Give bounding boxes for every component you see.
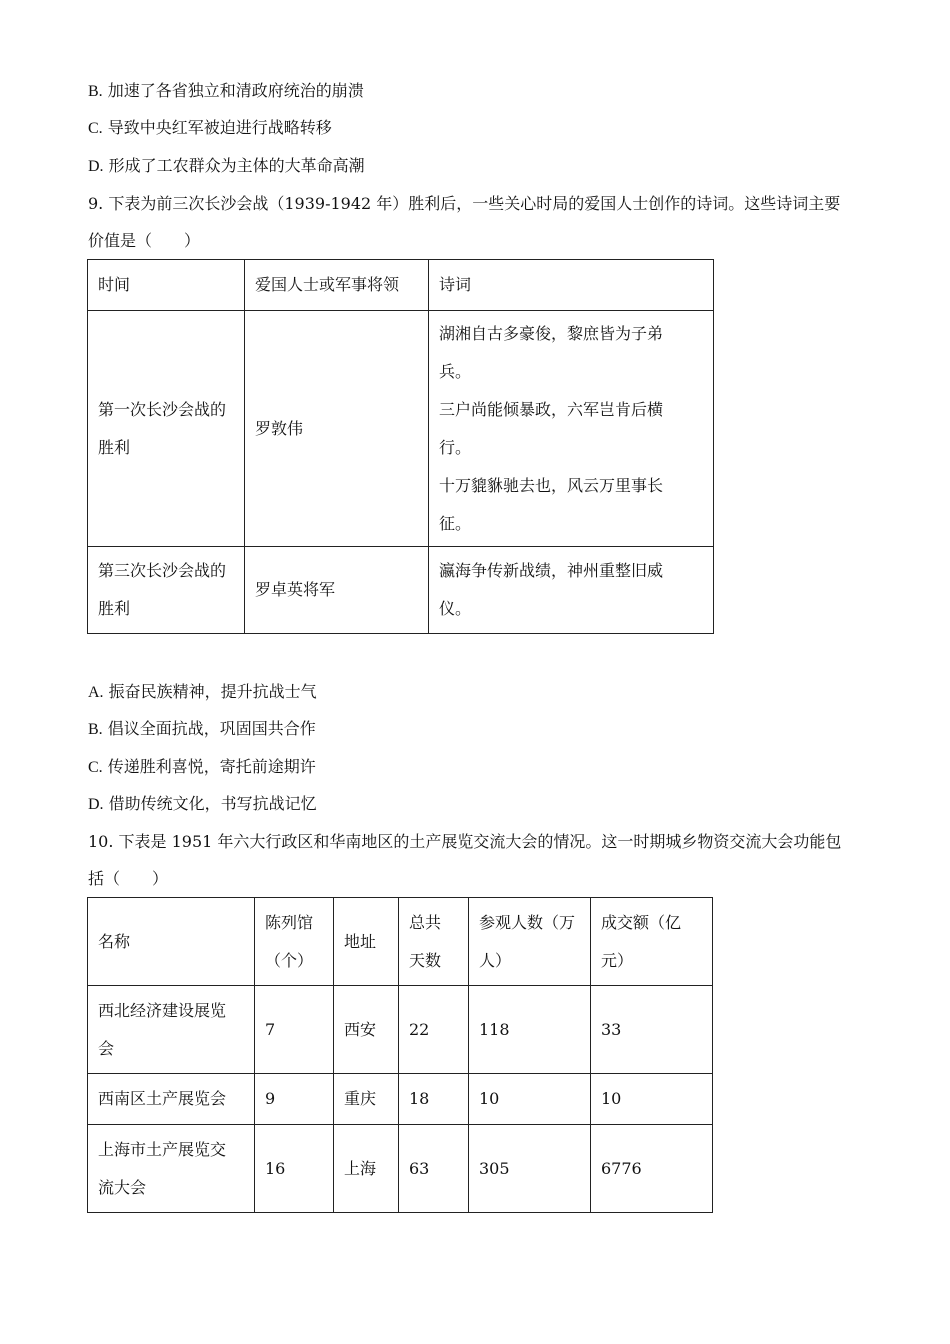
cell-line: 十万貔貅驰去也，风云万里事长: [439, 475, 664, 495]
q10-table: [87, 897, 713, 1213]
option-letter: C.: [88, 759, 103, 776]
cell-line: 第一次长沙会战的: [98, 399, 227, 419]
table-row: [88, 311, 714, 547]
table-cell: 上海: [334, 1125, 399, 1213]
header-cell: 时间: [88, 260, 245, 311]
q9-option-d: [88, 794, 317, 815]
header-cell: [334, 898, 399, 986]
q9-stem-line1: 9. 下表为前三次长沙会战（1939-1942 年）胜利后，一些关心时局的爱国人士创作的诗词。这些诗词主要: [88, 194, 841, 213]
table-cell: 罗卓英将军: [245, 547, 429, 634]
table-row: [88, 547, 714, 634]
table-cell: [88, 1125, 255, 1213]
cell-line: 胜利: [98, 599, 131, 618]
cell-line: 名称: [98, 931, 131, 951]
option-d-prev: [88, 156, 365, 177]
option-text: 振奋民族精神，提升抗战士气: [108, 682, 317, 701]
option-c-prev: [88, 118, 332, 139]
q9-option-c: [88, 757, 316, 778]
table-header-row: [88, 260, 714, 311]
table-cell: 西安: [334, 986, 399, 1074]
cell-line: 地址: [344, 931, 377, 951]
option-letter: A.: [88, 684, 104, 701]
option-letter: C.: [88, 120, 103, 137]
cell-line: 总共: [409, 912, 442, 932]
cell-line: 仪。: [439, 599, 472, 618]
table-cell: 305: [469, 1125, 591, 1213]
q10-stem-line2: 括（ ）: [88, 869, 169, 888]
cell-line: 第三次长沙会战的: [98, 561, 227, 580]
cell-line: 成交额（亿: [601, 912, 682, 932]
table-cell: [88, 547, 245, 634]
cell-line: 征。: [439, 513, 472, 533]
table-cell: 10: [469, 1074, 591, 1125]
option-text: 导致中央红军被迫进行战略转移: [107, 118, 332, 137]
table-cell: [88, 311, 245, 547]
cell-line: 参观人数（万: [479, 912, 576, 932]
option-text: 借助传统文化，书写抗战记忆: [108, 794, 317, 813]
table-cell: 9: [255, 1074, 334, 1125]
q9-option-a: [88, 682, 317, 703]
table-header-row: [88, 898, 713, 986]
cell-line: 流大会: [98, 1177, 147, 1197]
cell-line: 陈列馆: [265, 912, 314, 932]
table-cell: 6776: [591, 1125, 713, 1213]
table-cell: 18: [399, 1074, 469, 1125]
header-cell: [591, 898, 713, 986]
option-letter: B.: [88, 83, 103, 100]
q9-table: [87, 259, 714, 634]
option-b-prev: [88, 81, 364, 102]
table-cell: [88, 986, 255, 1074]
table-cell: 7: [255, 986, 334, 1074]
table-cell: 罗敦伟: [245, 311, 429, 547]
cell-line: 会: [98, 1038, 115, 1058]
table-cell: 重庆: [334, 1074, 399, 1125]
cell-line: 湖湘自古多豪俊，黎庶皆为子弟: [439, 323, 664, 343]
cell-line: 三户尚能倾暴政，六军岂肯后横: [439, 399, 664, 419]
table-cell: 118: [469, 986, 591, 1074]
option-letter: B.: [88, 721, 103, 738]
header-cell: [88, 898, 255, 986]
option-text: 形成了工农群众为主体的大革命高潮: [108, 156, 365, 175]
option-text: 加速了各省独立和清政府统治的崩溃: [107, 81, 364, 100]
cell-line: 元）: [601, 950, 634, 970]
header-cell: 爱国人士或军事将领: [245, 260, 429, 311]
option-text: 传递胜利喜悦，寄托前途期许: [107, 757, 316, 776]
table-cell: [88, 1074, 255, 1125]
table-cell: 22: [399, 986, 469, 1074]
cell-line: 兵。: [439, 361, 472, 381]
q10-stem-line1: 10. 下表是 1951 年六大行政区和华南地区的土产展览交流大会的情况。这一时期城乡物资交流大会功能包: [88, 832, 842, 851]
cell-line: 胜利: [98, 437, 131, 457]
table-cell: 10: [591, 1074, 713, 1125]
q9-option-b: [88, 719, 316, 740]
table-cell: [429, 547, 714, 634]
cell-line: 人）: [479, 950, 512, 970]
header-cell: 诗词: [429, 260, 714, 311]
cell-line: 西南区土产展览会: [98, 1089, 227, 1108]
table-row: [88, 986, 713, 1074]
header-cell: [399, 898, 469, 986]
header-cell: [469, 898, 591, 986]
table-row: [88, 1074, 713, 1125]
header-cell: [255, 898, 334, 986]
option-letter: D.: [88, 796, 104, 813]
cell-line: 天数: [409, 950, 442, 970]
q9-stem-line2: 价值是（ ）: [88, 231, 201, 250]
table-cell: 63: [399, 1125, 469, 1213]
table-row: [88, 1125, 713, 1213]
option-letter: D.: [88, 158, 104, 175]
option-text: 倡议全面抗战，巩固国共合作: [107, 719, 316, 738]
table-cell: 33: [591, 986, 713, 1074]
cell-line: 行。: [439, 437, 472, 457]
cell-line: 西北经济建设展览: [98, 1000, 227, 1020]
cell-line: （个）: [265, 950, 314, 970]
cell-line: 瀛海争传新战绩，神州重整旧威: [439, 561, 664, 580]
cell-line: 上海市土产展览交: [98, 1139, 227, 1159]
table-cell: 16: [255, 1125, 334, 1213]
table-cell: [429, 311, 714, 547]
